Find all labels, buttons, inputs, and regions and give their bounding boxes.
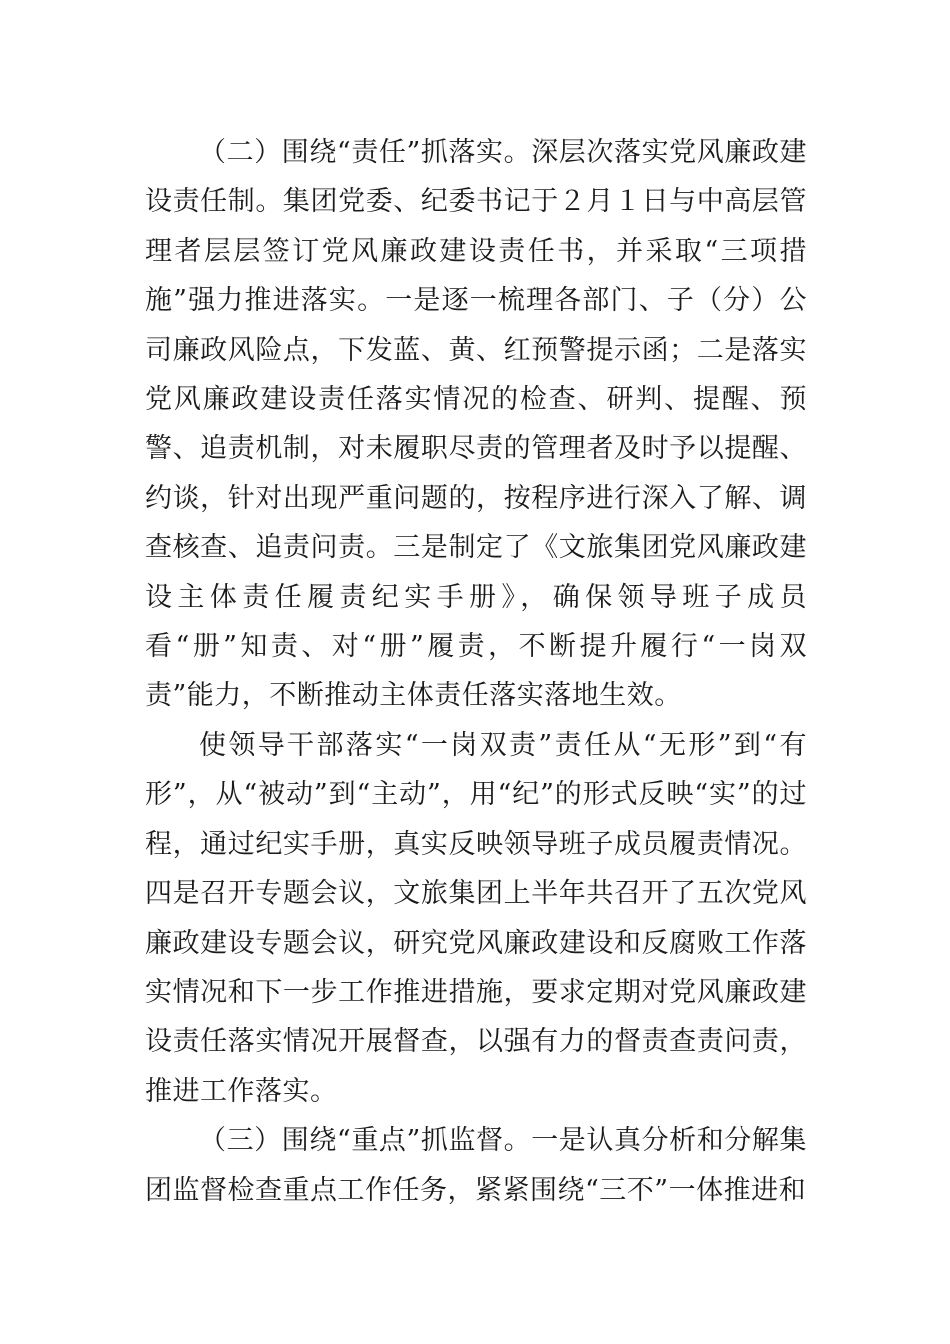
body-text — [145, 128, 807, 1215]
paragraph-one-post-two-duties: 使领导干部落实“一岗双责”责任从“无形”到“有形”，从“被动”到“主动”，用“纪”的形式反映“实”的过程，通过纪实手册，真实反映领导班子成员履责情况。四是召开专题会议，文旅集团上半年共召开了五次党风廉政建设专题会议，研究党风廉政建设和反腐败工作落实情况和下一步工作推进措施，要求定期对党风廉政建设责任落实情况开展督查，以强有力的督责查责问责，推进工作落实。 — [145, 729, 807, 1107]
paragraph-responsibility: （二）围绕“责任”抓落实。深层次落实党风廉政建设责任制。集团党委、纪委书记于２月１日与中高层管理者层层签订党风廉政建设责任书，并采取“三项措施”强力推进落实。一是逐一梳理各部门、子（分）公司廉政风险点，下发蓝、黄、红预警提示函；二是落实党风廉政建设责任落实情况的检查、研判、提醒、预警、追责机制，对未履职尽责的管理者及时予以提醒、约谈，针对出现严重问题的，按程序进行深入了解、调查核查、追责问责。三是制定了《文旅集团党风廉政建设主体责任履责纪实手册》，确保领导班子成员看“册”知责、对“册”履责，不断提升履行“一岗双责”能力，不断推动主体责任落实落地生效。 — [145, 137, 807, 712]
paragraph-supervision: （三）围绕“重点”抓监督。一是认真分析和分解集团监督检查重点工作任务，紧紧围绕“三不”一体推进和 — [145, 1125, 807, 1206]
